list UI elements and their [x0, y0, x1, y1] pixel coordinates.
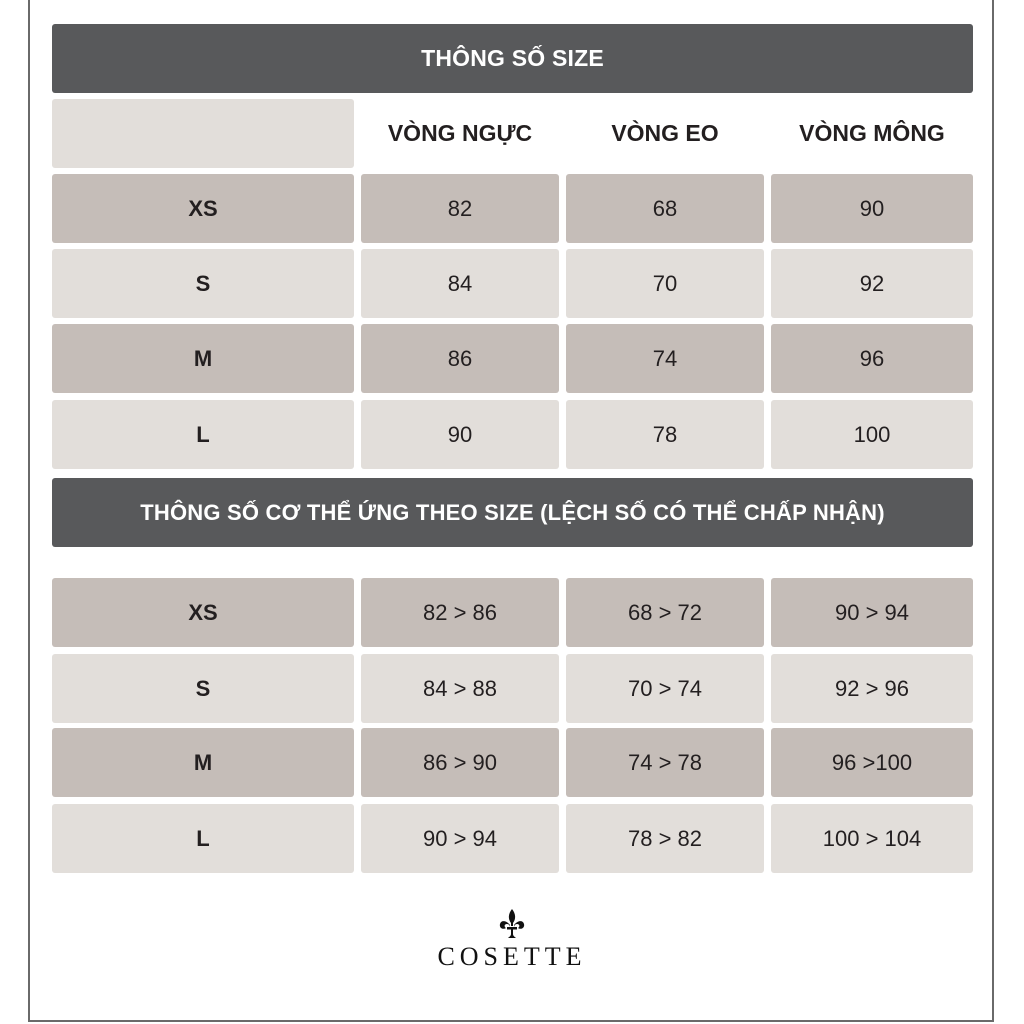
table-row — [52, 174, 973, 243]
waist-range: 78 > 82 — [566, 804, 764, 873]
fleur-de-lis-icon — [412, 908, 612, 940]
table-row — [52, 654, 973, 723]
hip-value: 92 — [771, 249, 973, 318]
waist-value: 68 — [566, 174, 764, 243]
header-waist: VÒNG EO — [611, 120, 719, 146]
hip-range: 90 > 94 — [771, 578, 973, 647]
chest-range: 84 > 88 — [361, 654, 559, 723]
table-row — [52, 804, 973, 873]
chest-value: 82 — [361, 174, 559, 243]
size-table-header — [52, 99, 973, 168]
waist-range: 70 > 74 — [566, 654, 764, 723]
brand-name: COSETTE — [437, 942, 587, 971]
chest-value: 90 — [361, 400, 559, 469]
table-row — [52, 578, 973, 647]
header-chest: VÒNG NGỰC — [387, 120, 533, 146]
waist-range: 74 > 78 — [566, 728, 764, 797]
size-label: XS — [52, 174, 354, 243]
size-label: S — [52, 654, 354, 723]
waist-value: 74 — [566, 324, 764, 393]
size-label: S — [52, 249, 354, 318]
chest-range: 90 > 94 — [361, 804, 559, 873]
waist-value: 78 — [566, 400, 764, 469]
size-label: L — [52, 400, 354, 469]
table-row — [52, 728, 973, 797]
hip-range: 100 > 104 — [771, 804, 973, 873]
hip-value: 100 — [771, 400, 973, 469]
chest-value: 86 — [361, 324, 559, 393]
waist-value: 70 — [566, 249, 764, 318]
hip-range: 92 > 96 — [771, 654, 973, 723]
chest-range: 82 > 86 — [361, 578, 559, 647]
header-blank-cell — [52, 99, 354, 168]
waist-range: 68 > 72 — [566, 578, 764, 647]
hip-range: 96 >100 — [771, 728, 973, 797]
size-label: XS — [52, 578, 354, 647]
hip-value: 90 — [771, 174, 973, 243]
body-measurement-title: THÔNG SỐ CƠ THỂ ỨNG THEO SIZE (LỆCH SỐ CÓ THỂ CHẤP NHẬN) — [52, 478, 973, 547]
chest-range: 86 > 90 — [361, 728, 559, 797]
table-row — [52, 400, 973, 469]
size-label: L — [52, 804, 354, 873]
size-label: M — [52, 728, 354, 797]
chest-value: 84 — [361, 249, 559, 318]
header-hip: VÒNG MÔNG — [799, 120, 945, 146]
brand-logo — [412, 908, 612, 978]
size-label: M — [52, 324, 354, 393]
table-row — [52, 249, 973, 318]
hip-value: 96 — [771, 324, 973, 393]
table-row — [52, 324, 973, 393]
size-table-title: THÔNG SỐ SIZE — [52, 24, 973, 93]
